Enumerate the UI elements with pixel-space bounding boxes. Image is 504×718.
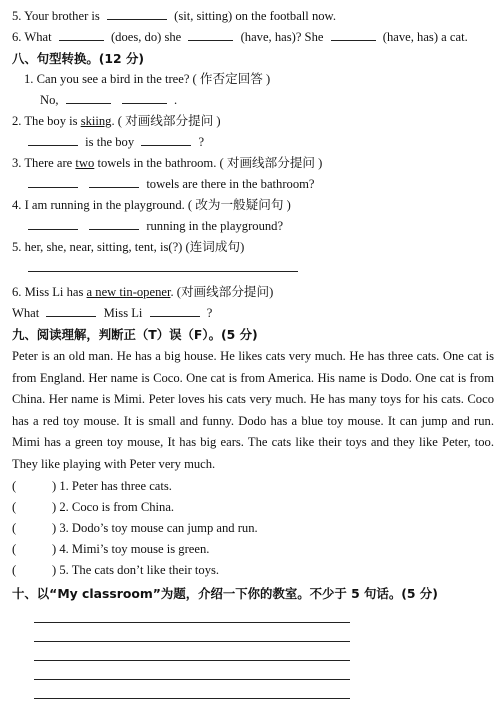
s8-q6-missli: Miss Li [103,306,143,320]
s8-q2-text: 2. The boy is [12,114,81,128]
tf-statement: ) 3. Dodo’s toy mouse can jump and run. [52,520,258,535]
fill-q5-text: 5. Your brother is [12,9,100,23]
tf-item [12,518,494,539]
fill-q6 [12,27,494,48]
s8-q4-rest: running in the playground? [146,219,284,233]
tf-item [12,497,494,518]
s8-q1 [12,69,494,90]
answer-line[interactable] [28,259,298,272]
answer-blank[interactable] [331,28,376,41]
s8-q5-answer [12,258,494,282]
s8-q3-underlined: two [75,156,95,170]
s8-q5 [12,237,494,258]
reading-passage: Peter is an old man. He has a big house. He likes cats very much. He has three cats. One cat is from England. Her name is Coco. One cat is from America. His name is Dodo. One cat is from China. Her name is Mimi. Peter loves his cats very much. He has many toys for his cats. Coco has a red toy mouse. It is small and funny. Dodo has a blue toy mouse. It can jump and run. Mimi has a green toy mouse, It has big ears. The cats like their toys and they like Peter, too. They like playing with Peter very much. [12,349,494,471]
answer-blank[interactable] [188,28,233,41]
fill-q5-options: (sit, sitting) on the football now. [174,9,336,23]
s8-q2-underlined: skiing [80,114,112,128]
tf-answer-slot[interactable]: ( [12,499,17,514]
writing-line[interactable] [34,661,350,680]
s8-q6-qmark: ? [206,306,213,320]
answer-blank[interactable] [141,133,191,146]
s8-q1-no: No, [40,93,59,107]
tf-item [12,560,494,581]
fill-q6-options-2: (have, has)? She [240,30,324,44]
s8-q2-answer [12,132,494,153]
writing-area [12,604,494,699]
s8-q4-text: 4. I am running in the playground. ( 改为一般疑问句 ) [12,198,291,212]
tf-answer-slot[interactable]: ( [12,562,17,577]
tf-answer-slot[interactable]: ( [12,478,17,493]
answer-blank[interactable] [66,91,111,104]
writing-line[interactable] [34,642,350,661]
s8-q6 [12,282,494,303]
answer-blank[interactable] [150,304,200,317]
s8-q4 [12,195,494,216]
answer-blank[interactable] [28,217,78,230]
answer-blank[interactable] [89,175,139,188]
s8-q5-text: 5. her, she, near, sitting, tent, is(?) (连词成句) [12,240,245,254]
tf-statement: ) 2. Coco is from China. [52,499,175,514]
s8-q2-instruction: . ( 对画线部分提问 ) [111,114,221,128]
s8-q3-rest: towels are there in the bathroom? [146,177,315,191]
answer-blank[interactable] [107,7,167,20]
tf-answer-slot[interactable]: ( [12,541,17,556]
s8-q1-text: 1. Can you see a bird in the tree? ( 作否定回答 ) [24,72,271,86]
answer-blank[interactable] [89,217,139,230]
fill-q6-text: 6. What [12,30,52,44]
section-8-heading: 八、句型转换。(12 分) [12,51,145,66]
answer-blank[interactable] [122,91,167,104]
fill-q6-options-3: (have, has) a cat. [382,30,468,44]
s8-q6-underlined: a new tin-opener [86,285,171,299]
section-9-heading: 九、阅读理解，判断正（T）误（F）。(5 分) [12,327,258,342]
section-10-heading: 十、以“My classroom”为题，介绍一下你的教室。不少于 5 句话。(5 分) [12,585,438,601]
s8-q1-period: . [174,93,178,107]
s8-q2-qmark: ? [198,135,205,149]
tf-item [12,539,494,560]
s8-q2-mid: is the boy [85,135,135,149]
s8-q6-answer [12,303,494,324]
tf-statement: ) 1. Peter has three cats. [52,478,172,493]
tf-statement: ) 5. The cats don’t like their toys. [52,562,220,577]
fill-q6-options-1: (does, do) she [110,30,182,44]
writing-line[interactable] [34,623,350,642]
writing-line[interactable] [34,680,350,699]
answer-blank[interactable] [28,175,78,188]
s8-q6-what: What [12,306,40,320]
writing-line[interactable] [34,604,350,623]
fill-q5 [12,6,494,27]
s8-q3 [12,153,494,174]
answer-blank[interactable] [46,304,96,317]
tf-item [12,476,494,497]
s8-q6-text: 6. Miss Li has [12,285,87,299]
tf-answer-slot[interactable]: ( [12,520,17,535]
tf-items [12,476,494,581]
answer-blank[interactable] [28,133,78,146]
answer-blank[interactable] [59,28,104,41]
s8-q4-answer [12,216,494,237]
s8-q3-answer [12,174,494,195]
s8-q6-instruction: . (对画线部分提问) [170,285,274,299]
s8-q2 [12,111,494,132]
s8-q3-instruction: towels in the bathroom. ( 对画线部分提问 ) [94,156,323,170]
s8-q1-answer [12,90,494,111]
tf-statement: ) 4. Mimi’s toy mouse is green. [52,541,210,556]
s8-q3-text: 3. There are [12,156,76,170]
